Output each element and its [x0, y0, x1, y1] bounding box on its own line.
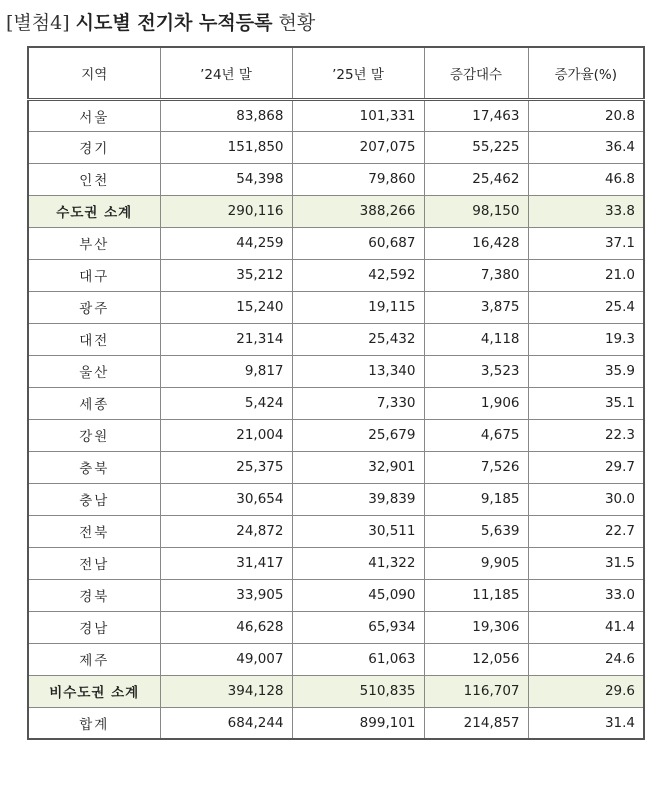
change-count-cell: 7,526	[424, 451, 528, 483]
table-row	[28, 259, 644, 291]
subtotal-row	[28, 675, 644, 707]
change-count-cell: 116,707	[424, 675, 528, 707]
value-2024-cell: 49,007	[160, 643, 292, 675]
table-row	[28, 355, 644, 387]
growth-rate-cell: 46.8	[528, 163, 644, 195]
title-main: 시도별 전기차 누적등록	[75, 12, 273, 34]
value-2024-cell: 54,398	[160, 163, 292, 195]
change-count-cell: 214,857	[424, 707, 528, 739]
change-count-cell: 55,225	[424, 131, 528, 163]
growth-rate-cell: 20.8	[528, 99, 644, 131]
table-row	[28, 483, 644, 515]
value-2025-cell: 45,090	[292, 579, 424, 611]
value-2025-cell: 207,075	[292, 131, 424, 163]
value-2025-cell: 61,063	[292, 643, 424, 675]
value-2025-cell: 42,592	[292, 259, 424, 291]
change-count-cell: 4,675	[424, 419, 528, 451]
region-cell: 울산	[28, 355, 160, 387]
region-cell: 전남	[28, 547, 160, 579]
table-row	[28, 515, 644, 547]
header-change-count: 증감대수	[424, 47, 528, 99]
table-header-row	[28, 47, 644, 99]
change-count-cell: 7,380	[424, 259, 528, 291]
value-2025-cell: 510,835	[292, 675, 424, 707]
growth-rate-cell: 31.5	[528, 547, 644, 579]
value-2024-cell: 394,128	[160, 675, 292, 707]
value-2024-cell: 684,244	[160, 707, 292, 739]
value-2025-cell: 41,322	[292, 547, 424, 579]
growth-rate-cell: 22.7	[528, 515, 644, 547]
value-2025-cell: 60,687	[292, 227, 424, 259]
value-2024-cell: 5,424	[160, 387, 292, 419]
value-2025-cell: 19,115	[292, 291, 424, 323]
ev-registration-table	[27, 46, 645, 740]
region-cell: 수도권 소계	[28, 195, 160, 227]
value-2024-cell: 46,628	[160, 611, 292, 643]
growth-rate-cell: 30.0	[528, 483, 644, 515]
value-2024-cell: 30,654	[160, 483, 292, 515]
change-count-cell: 4,118	[424, 323, 528, 355]
value-2025-cell: 79,860	[292, 163, 424, 195]
change-count-cell: 25,462	[424, 163, 528, 195]
table-row	[28, 611, 644, 643]
value-2024-cell: 15,240	[160, 291, 292, 323]
value-2025-cell: 388,266	[292, 195, 424, 227]
region-cell: 대구	[28, 259, 160, 291]
region-cell: 합계	[28, 707, 160, 739]
value-2025-cell: 7,330	[292, 387, 424, 419]
growth-rate-cell: 41.4	[528, 611, 644, 643]
table-row	[28, 99, 644, 131]
region-cell: 충남	[28, 483, 160, 515]
table-row	[28, 451, 644, 483]
growth-rate-cell: 33.0	[528, 579, 644, 611]
region-cell: 광주	[28, 291, 160, 323]
title-attachment-label: [별첨4]	[6, 12, 70, 34]
region-cell: 부산	[28, 227, 160, 259]
growth-rate-cell: 29.7	[528, 451, 644, 483]
table-row	[28, 163, 644, 195]
header-region: 지역	[28, 47, 160, 99]
header-growth-rate: 증가율(%)	[528, 47, 644, 99]
change-count-cell: 9,905	[424, 547, 528, 579]
value-2024-cell: 44,259	[160, 227, 292, 259]
title-sub: 현황	[278, 12, 316, 34]
region-cell: 충북	[28, 451, 160, 483]
total-row	[28, 707, 644, 739]
table-row	[28, 387, 644, 419]
change-count-cell: 5,639	[424, 515, 528, 547]
region-cell: 비수도권 소계	[28, 675, 160, 707]
region-cell: 대전	[28, 323, 160, 355]
table-row	[28, 131, 644, 163]
value-2025-cell: 25,679	[292, 419, 424, 451]
value-2024-cell: 9,817	[160, 355, 292, 387]
subtotal-row	[28, 195, 644, 227]
growth-rate-cell: 35.9	[528, 355, 644, 387]
value-2024-cell: 151,850	[160, 131, 292, 163]
table-row	[28, 323, 644, 355]
region-cell: 경기	[28, 131, 160, 163]
region-cell: 전북	[28, 515, 160, 547]
region-cell: 인천	[28, 163, 160, 195]
document-title	[6, 8, 315, 35]
value-2024-cell: 83,868	[160, 99, 292, 131]
region-cell: 강원	[28, 419, 160, 451]
value-2024-cell: 21,004	[160, 419, 292, 451]
value-2024-cell: 31,417	[160, 547, 292, 579]
region-cell: 경북	[28, 579, 160, 611]
value-2025-cell: 65,934	[292, 611, 424, 643]
table-row	[28, 547, 644, 579]
change-count-cell: 17,463	[424, 99, 528, 131]
value-2024-cell: 24,872	[160, 515, 292, 547]
header-2025-end: ’25년 말	[292, 47, 424, 99]
change-count-cell: 3,875	[424, 291, 528, 323]
table-row	[28, 419, 644, 451]
growth-rate-cell: 35.1	[528, 387, 644, 419]
table-body	[28, 99, 644, 739]
change-count-cell: 19,306	[424, 611, 528, 643]
change-count-cell: 11,185	[424, 579, 528, 611]
growth-rate-cell: 29.6	[528, 675, 644, 707]
table-row	[28, 579, 644, 611]
change-count-cell: 9,185	[424, 483, 528, 515]
growth-rate-cell: 21.0	[528, 259, 644, 291]
value-2024-cell: 25,375	[160, 451, 292, 483]
value-2025-cell: 899,101	[292, 707, 424, 739]
value-2025-cell: 25,432	[292, 323, 424, 355]
table-row	[28, 227, 644, 259]
growth-rate-cell: 36.4	[528, 131, 644, 163]
growth-rate-cell: 22.3	[528, 419, 644, 451]
change-count-cell: 98,150	[424, 195, 528, 227]
growth-rate-cell: 19.3	[528, 323, 644, 355]
value-2025-cell: 39,839	[292, 483, 424, 515]
value-2025-cell: 32,901	[292, 451, 424, 483]
region-cell: 세종	[28, 387, 160, 419]
value-2024-cell: 35,212	[160, 259, 292, 291]
table-row	[28, 291, 644, 323]
value-2025-cell: 30,511	[292, 515, 424, 547]
value-2024-cell: 33,905	[160, 579, 292, 611]
region-cell: 제주	[28, 643, 160, 675]
header-2024-end: ’24년 말	[160, 47, 292, 99]
change-count-cell: 12,056	[424, 643, 528, 675]
change-count-cell: 1,906	[424, 387, 528, 419]
growth-rate-cell: 25.4	[528, 291, 644, 323]
change-count-cell: 16,428	[424, 227, 528, 259]
growth-rate-cell: 37.1	[528, 227, 644, 259]
growth-rate-cell: 33.8	[528, 195, 644, 227]
region-cell: 서울	[28, 99, 160, 131]
table-row	[28, 643, 644, 675]
value-2024-cell: 21,314	[160, 323, 292, 355]
change-count-cell: 3,523	[424, 355, 528, 387]
region-cell: 경남	[28, 611, 160, 643]
value-2025-cell: 101,331	[292, 99, 424, 131]
growth-rate-cell: 31.4	[528, 707, 644, 739]
growth-rate-cell: 24.6	[528, 643, 644, 675]
value-2024-cell: 290,116	[160, 195, 292, 227]
value-2025-cell: 13,340	[292, 355, 424, 387]
